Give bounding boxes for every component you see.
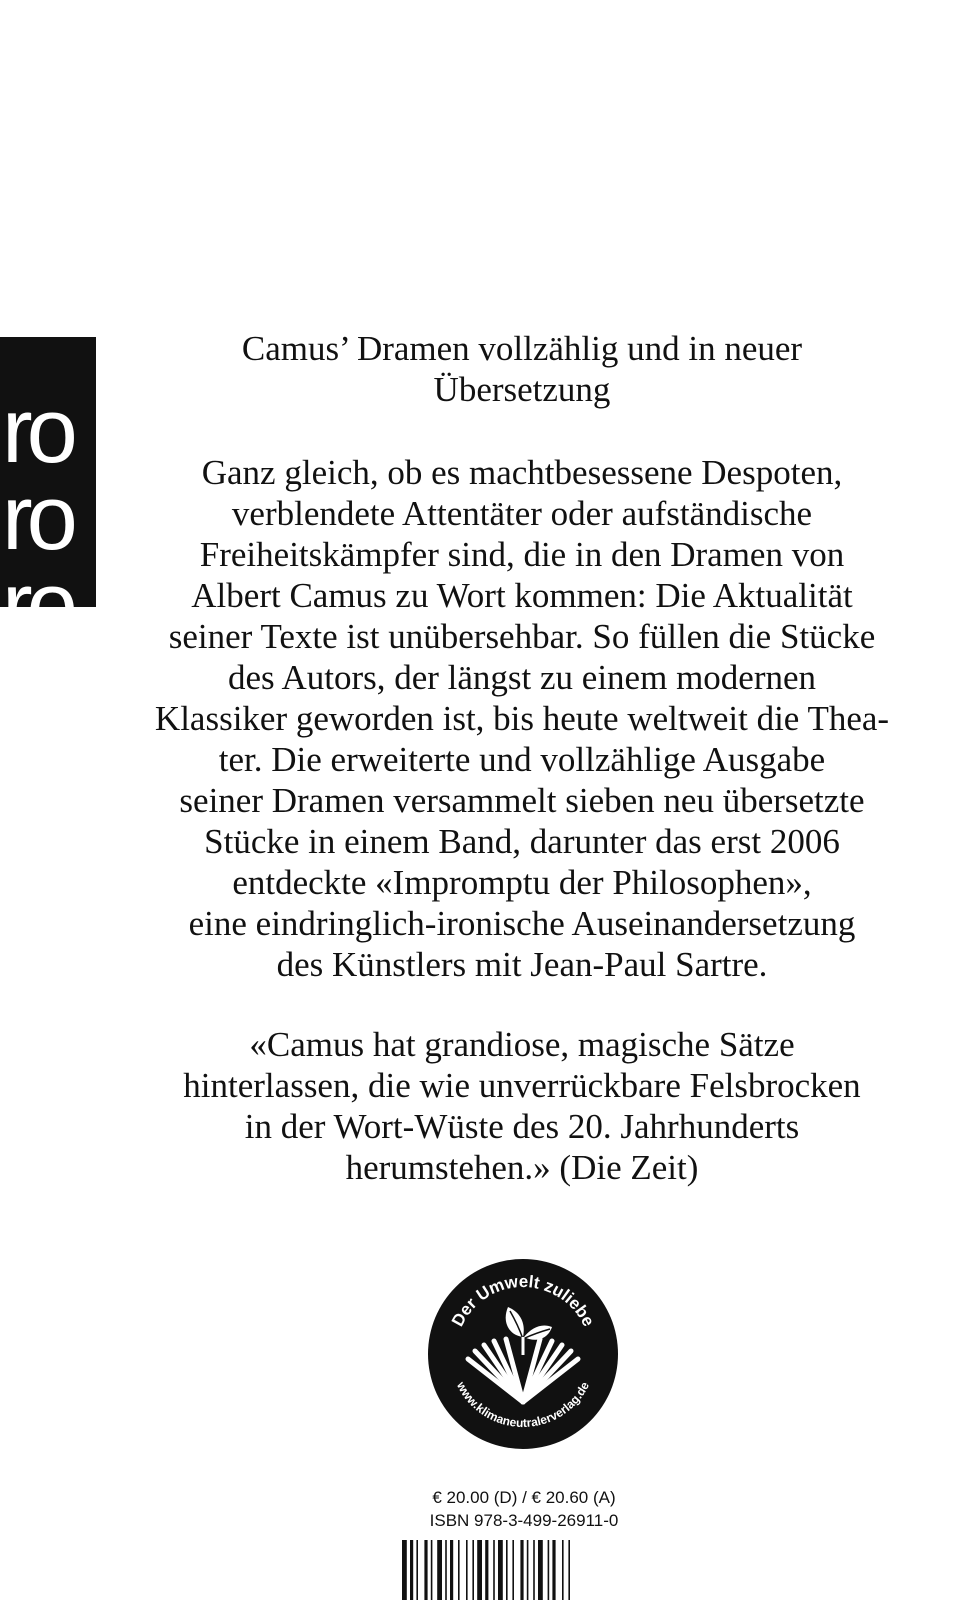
seal-graphic — [426, 1257, 620, 1451]
barcode-bar — [416, 1540, 418, 1600]
seal-bottom-text: www.klimaneutralerverlag.de — [453, 1379, 593, 1431]
blurb-line: verblendete Attentäter oder aufständische — [231, 494, 813, 533]
tagline-line: Camus’ Dramen vollzählig und in neuer — [241, 329, 803, 368]
logo-line-2: ro — [2, 467, 72, 569]
blurb-line: Ganz gleich, ob es machtbesessene Despoten, — [201, 453, 843, 492]
tagline-line: Übersetzung — [433, 370, 611, 409]
barcode-bar — [485, 1540, 488, 1600]
quote-line: herumstehen.» (Die Zeit) — [345, 1148, 699, 1187]
blurb-text — [128, 452, 916, 985]
barcode-bar — [445, 1540, 447, 1600]
isbn-barcode — [400, 1540, 632, 1600]
barcode-bar — [548, 1540, 550, 1600]
price-line: € 20.00 (D) / € 20.60 (A) — [432, 1488, 616, 1507]
barcode-bar — [410, 1540, 413, 1600]
blurb-line: Klassiker geworden ist, bis heute weltweit die Thea- — [154, 699, 890, 738]
barcode-bar — [477, 1540, 482, 1600]
quote-line: in der Wort-Wüste des 20. Jahrhunderts — [244, 1107, 800, 1146]
blurb-line: Freiheitskämpfer sind, die in den Dramen von — [199, 535, 845, 574]
logo-line-3: ro — [2, 554, 72, 656]
barcode-bar — [512, 1540, 514, 1600]
blurb-line: des Künstlers mit Jean-Paul Sartre. — [276, 945, 768, 984]
logo-line-1: ro — [2, 380, 72, 482]
isbn-line: ISBN 978-3-499-26911-0 — [429, 1511, 619, 1530]
barcode-bar — [402, 1540, 407, 1600]
blurb-line: Stücke in einem Band, darunter das erst 2006 — [204, 822, 840, 861]
barcode-bar — [520, 1540, 523, 1600]
seal-top-text: Der Umwelt zuliebe — [447, 1271, 599, 1330]
barcode-bar — [450, 1540, 453, 1600]
barcode-bar — [527, 1540, 529, 1600]
barcode-bar — [498, 1540, 503, 1600]
barcode-bar — [493, 1540, 495, 1600]
blurb-line: entdeckte «Impromptu der Philosophen», — [232, 863, 812, 902]
blurb-line: ter. Die erweiterte und vollzählige Ausgabe — [218, 740, 826, 779]
barcode-bar — [568, 1540, 570, 1600]
climate-neutral-seal — [426, 1257, 620, 1451]
barcode-bar — [466, 1540, 468, 1600]
barcode-bar — [472, 1540, 474, 1600]
barcode-bar — [538, 1540, 543, 1600]
barcode-bar — [562, 1540, 564, 1600]
blurb-line: des Autors, der längst zu einem modernen — [227, 658, 817, 697]
blurb-line: Albert Camus zu Wort kommen: Die Aktualität — [191, 576, 853, 615]
press-quote — [128, 1024, 916, 1188]
barcode-bar — [506, 1540, 508, 1600]
tagline — [128, 328, 916, 410]
barcode-bar — [458, 1540, 460, 1600]
barcode-bar — [424, 1540, 427, 1600]
blurb-line: eine eindringlich-ironische Auseinandersetzung — [188, 904, 856, 943]
blurb-line: seiner Dramen versammelt sieben neu übersetzte — [179, 781, 865, 820]
barcode-bar — [533, 1540, 535, 1600]
barcode-graphic — [400, 1540, 632, 1600]
barcode-bar — [552, 1540, 555, 1600]
quote-line: hinterlassen, die wie unverrückbare Felsbrocken — [183, 1066, 861, 1105]
barcode-bar — [431, 1540, 433, 1600]
barcode-bar — [437, 1540, 442, 1600]
quote-line: «Camus hat grandiose, magische Sätze — [249, 1025, 795, 1064]
price-info — [412, 1486, 636, 1532]
blurb-line: seiner Texte ist unübersehbar. So füllen die Stücke — [168, 617, 876, 656]
